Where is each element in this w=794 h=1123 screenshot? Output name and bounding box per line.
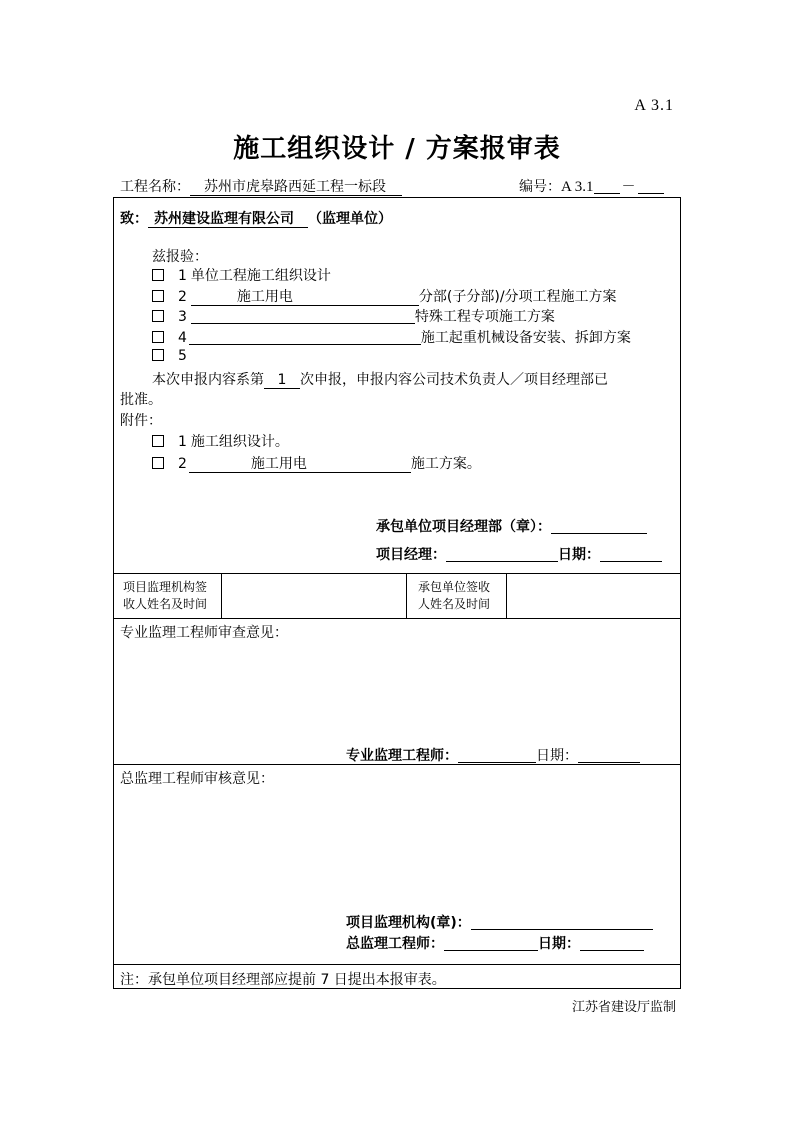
- receipt-col-3: [506, 573, 507, 618]
- form-number-blank-1: [594, 178, 620, 194]
- receipt-col-2: [406, 573, 407, 618]
- form-number-blank-2: [638, 178, 664, 194]
- item-text: 特殊工程专项施工方案: [414, 309, 555, 325]
- item-number: 5: [178, 348, 187, 364]
- attachment-fill: 施工用电: [189, 457, 411, 473]
- contractor-receiver-label: 承包单位签收人姓名及时间: [418, 580, 491, 611]
- checkbox[interactable]: [152, 457, 164, 469]
- supervisor-receiver-label: 项目监理机构签收人姓名及时间: [123, 580, 208, 611]
- item-fill: 施工用电: [191, 290, 419, 306]
- specialist-sign-label: 专业监理工程师：: [346, 748, 458, 764]
- form-number-label: 编号：: [519, 179, 561, 195]
- chief-date-blank[interactable]: [580, 935, 644, 951]
- checklist-item: [152, 265, 331, 285]
- addressee-suffix: （监理单位）: [308, 211, 392, 227]
- submission-statement: [152, 369, 608, 389]
- submission-continuation: 批准。: [120, 392, 162, 408]
- attachment-number: 2: [178, 456, 187, 472]
- checklist-item: [152, 348, 187, 364]
- specialist-sign-blank[interactable]: [458, 747, 536, 763]
- form-code: A 3.1: [634, 97, 674, 114]
- project-name-label: 工程名称：: [120, 179, 190, 195]
- project-name-row: [120, 176, 402, 196]
- specialist-date-label: 日期：: [536, 748, 578, 764]
- page-title: 施工组织设计 / 方案报审表: [233, 134, 561, 164]
- contractor-dept-label: 承包单位项目经理部（章）：: [376, 519, 551, 535]
- specialist-date-blank[interactable]: [578, 747, 640, 763]
- submission-prefix: 本次申报内容系第: [152, 372, 264, 388]
- attachment-text: 施工方案。: [410, 456, 481, 472]
- form-number-sep: －: [621, 179, 636, 195]
- chief-sign-blank[interactable]: [444, 935, 538, 951]
- attachment-text: 施工组织设计。: [190, 434, 289, 450]
- divider-receipt-bottom: [113, 618, 681, 619]
- checkbox[interactable]: [152, 269, 164, 281]
- checklist-item: [152, 327, 631, 347]
- item-fill: [189, 329, 421, 345]
- item-number: 2: [178, 289, 187, 305]
- receipt-col-1: [221, 573, 222, 618]
- manager-date-label: 日期：: [558, 547, 600, 563]
- item-text: 单位工程施工组织设计: [190, 268, 331, 284]
- attachment-item: [152, 453, 481, 473]
- submission-suffix: 次申报，申报内容公司技术负责人／项目经理部已: [300, 372, 608, 388]
- specialist-sign-row: [346, 745, 640, 765]
- checklist-item: [152, 306, 555, 326]
- issuer-footer: 江苏省建设厅监制: [571, 1000, 676, 1015]
- manager-blank[interactable]: [446, 546, 558, 562]
- chief-org-label: 项目监理机构(章)：: [346, 915, 471, 931]
- project-name-value: 苏州市虎皋路西延工程一标段: [190, 180, 402, 196]
- checkbox[interactable]: [152, 331, 164, 343]
- chief-org-blank[interactable]: [471, 914, 653, 930]
- addressee-prefix: 致：: [120, 211, 148, 227]
- contractor-dept-row: [376, 516, 647, 536]
- attachment-item: [152, 431, 289, 451]
- divider-receipt-top: [113, 573, 681, 574]
- chief-date-label: 日期：: [538, 936, 580, 952]
- checkbox[interactable]: [152, 290, 164, 302]
- form-number-value: A 3.1: [561, 179, 594, 195]
- item-number: 4: [178, 330, 187, 346]
- form-note: 注：承包单位项目经理部应提前 7 日提出本报审表。: [120, 972, 446, 988]
- chief-sign-row: [346, 933, 644, 953]
- supervision-unit: 苏州建设监理有限公司: [148, 212, 308, 228]
- divider-note-top: [113, 964, 681, 965]
- specialist-review-label: 专业监理工程师审查意见：: [120, 625, 288, 641]
- item-number: 3: [178, 309, 187, 325]
- checklist-item: [152, 286, 617, 306]
- item-number: 1: [178, 268, 187, 284]
- form-number-row: [519, 176, 664, 196]
- contractor-dept-blank[interactable]: [551, 518, 647, 534]
- attachment-number: 1: [178, 434, 187, 450]
- checkbox[interactable]: [152, 435, 164, 447]
- checkbox[interactable]: [152, 310, 164, 322]
- item-text: 施工起重机械设备安装、拆卸方案: [420, 330, 631, 346]
- chief-org-row: [346, 912, 653, 932]
- contractor-manager-row: [376, 544, 662, 564]
- intro-text: 兹报验：: [152, 249, 208, 265]
- item-text: 分部(子分部)/分项工程施工方案: [418, 289, 617, 305]
- item-fill: [191, 308, 415, 324]
- manager-date-blank[interactable]: [600, 546, 662, 562]
- chief-review-label: 总监理工程师审核意见：: [120, 771, 274, 787]
- attachments-label: 附件：: [120, 413, 162, 429]
- manager-label: 项目经理：: [376, 547, 446, 563]
- chief-sign-label: 总监理工程师：: [346, 936, 444, 952]
- submission-count: 1: [264, 373, 300, 389]
- checkbox[interactable]: [152, 349, 164, 361]
- addressee-row: [120, 208, 392, 228]
